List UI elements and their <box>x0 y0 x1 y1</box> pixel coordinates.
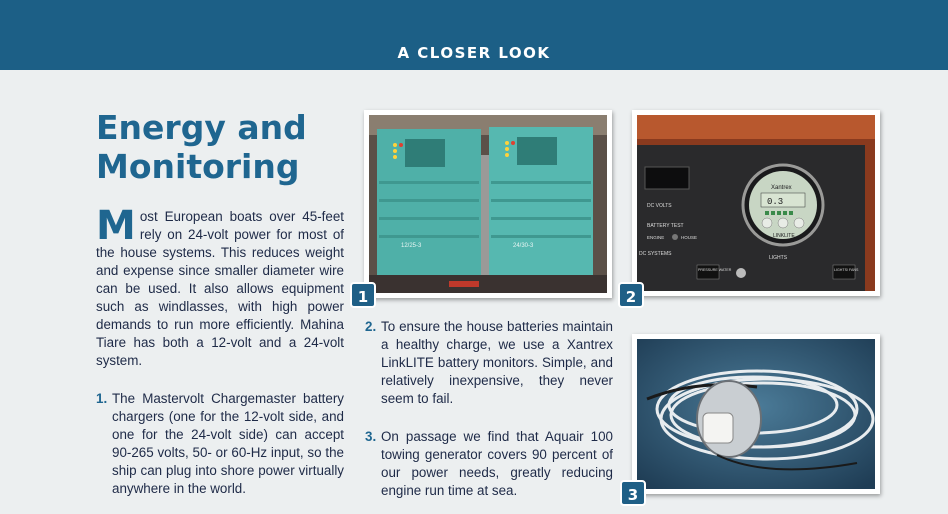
dc-systems-label: DC SYSTEMS <box>639 251 672 257</box>
engine-label: ENGINE <box>647 235 665 240</box>
lights-label: LIGHTS <box>769 255 788 261</box>
pressure-water-label: PRESSURE WATER <box>698 268 732 272</box>
charger-label-24v: 24/30-3 <box>513 243 534 249</box>
photo-badge-2: 2 <box>618 282 644 308</box>
list-item <box>365 318 613 408</box>
generator-image <box>637 339 875 489</box>
monitor-panel-image <box>637 115 875 291</box>
monitor-readout: 0.3 <box>767 197 784 207</box>
photo-badge-3: 3 <box>620 480 646 506</box>
battery-test-label: BATTERY TEST <box>647 223 684 229</box>
list-item-text: To ensure the house batteries maintain a healthy charge, we use a Xantrex LinkLITE battery monitors. Simple, and relatively inexpensive, they never seem to fail. <box>381 319 613 406</box>
dc-volts-label: DC VOLTS <box>647 203 672 209</box>
article-title <box>96 108 356 186</box>
intro-paragraph <box>96 203 344 370</box>
list-item-number: 1. <box>96 391 108 406</box>
monitor-brand: Xantrex <box>771 185 792 191</box>
dropcap: M <box>96 203 136 249</box>
list-item <box>96 390 344 498</box>
photo-towing-generator <box>632 334 880 494</box>
list-item-number: 3. <box>365 429 377 444</box>
charger-image <box>369 115 607 293</box>
article-title-line-1: Energy and <box>96 108 307 147</box>
list-item-number: 2. <box>365 319 377 334</box>
photo-battery-chargers <box>364 110 612 298</box>
intro-text: ost European boats over 45-feet rely on 24-volt power for most of the house systems. This reduces weight and expense since smaller diameter wire can be used. It also allows equipment such as windlasses, with high power demands to run more efficiently. Mahina Tiare has both a 12-volt and a 24-volt system. <box>96 209 344 368</box>
lights-fans-label: LIGHTS/ FANS <box>834 268 859 272</box>
list-item-text: On passage we find that Aquair 100 towing generator covers 90 percent of our power needs, greatly reducing engine run time at sea. <box>381 429 613 498</box>
article-title-line-2: Monitoring <box>96 147 300 186</box>
photo-battery-monitor <box>632 110 880 296</box>
photo-badge-1: 1 <box>350 282 376 308</box>
monitor-model: LINKLITE <box>773 233 795 239</box>
section-label: A CLOSER LOOK <box>397 44 551 62</box>
list-item <box>365 428 613 500</box>
list-item-text: The Mastervolt Chargemaster battery chargers (one for the 12-volt side, and one for the 24-volt side) can accept 90-265 volts, 50- or 60-Hz input, so the ship can plug into shore power virtually anywhere in the world. <box>112 391 344 496</box>
house-label: HOUSE <box>681 235 698 240</box>
charger-label-12v: 12/25-3 <box>401 243 422 249</box>
